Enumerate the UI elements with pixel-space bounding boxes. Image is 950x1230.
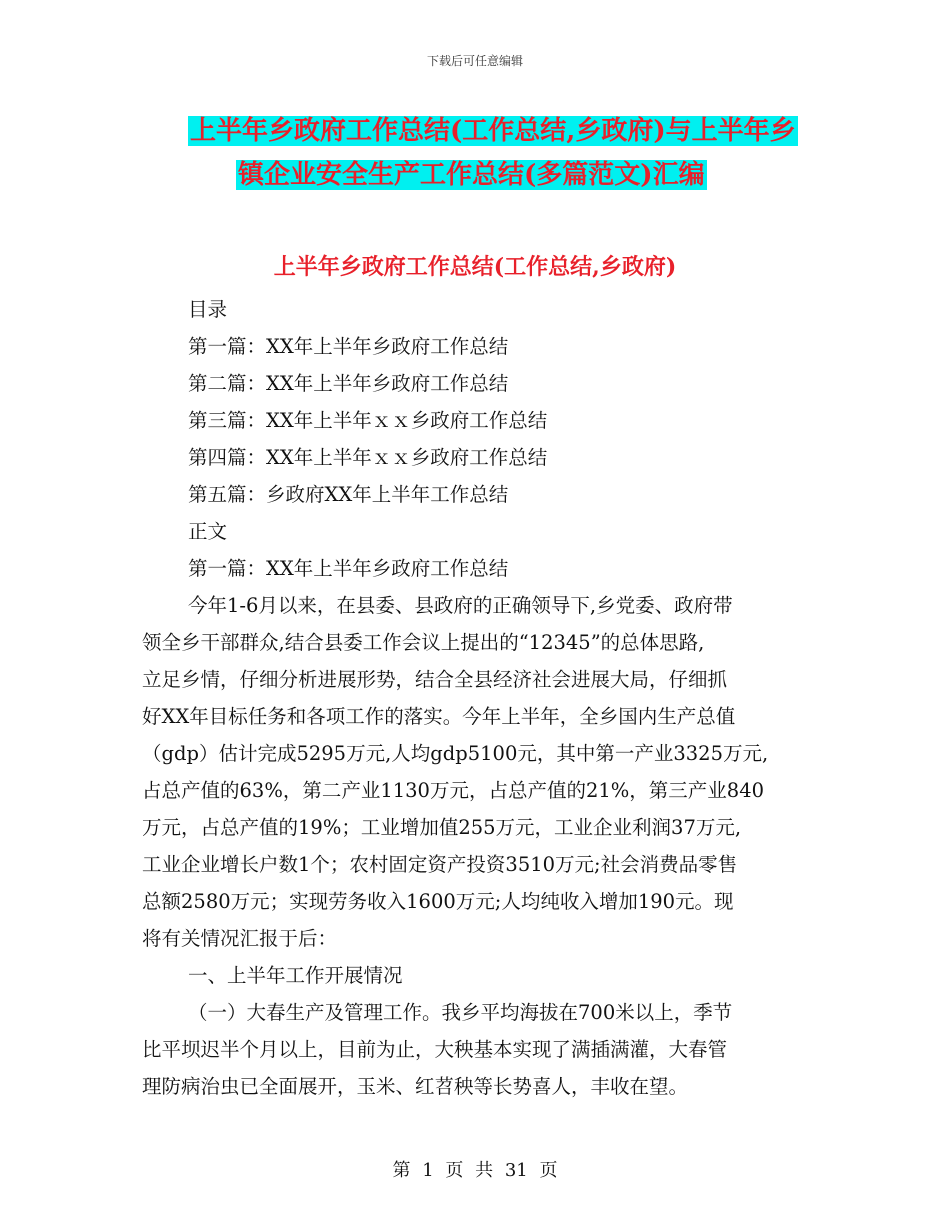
paragraph-line: 今年1-6月以来，在县委、县政府的正确领导下,乡党委、政府带 [188,594,733,617]
section-subtitle: 上半年乡政府工作总结(工作总结,乡政府) [273,254,677,280]
paragraph-line: （一）大春生产及管理工作。我乡平均海拔在700米以上，季节 [188,1001,733,1024]
paragraph-line: 工业企业增长户数1个；农村固定资产投资3510万元;社会消费品零售 [142,853,738,876]
paragraph-line: 万元，占总产值的19%；工业增加值255万元，工业企业利润37万元, [142,816,742,839]
paragraph-line: 立足乡情，仔细分析进展形势，结合全县经济社会进展大局，仔细抓 [142,668,728,691]
title-highlight: 镇企业安全生产工作总结(多篇范文)汇编 [238,160,705,190]
paragraph-line: （gdp）估计完成5295万元,人均gdp5100元，其中第一产业3325万元, [142,742,769,765]
paragraph-line: 领全乡干部群众,结合县委工作会议上提出的“12345”的总体思路, [142,631,705,654]
toc-heading: 目录 [188,298,228,321]
paragraph-line: 占总产值的63%，第二产业1130万元，占总产值的21%，第三产业840 [142,779,765,802]
title-highlight: 上半年乡政府工作总结(工作总结,乡政府)与上半年乡 [190,116,796,146]
paragraph-line: 理防病治虫已全面展开，玉米、红苕秧等长势喜人，丰收在望。 [142,1075,689,1098]
paragraph-line: 比平坝迟半个月以上，目前为止，大秧基本实现了满插满灌，大春管 [142,1038,728,1061]
toc-item: 第五篇：乡政府XX年上半年工作总结 [188,483,509,506]
toc-item: 第三篇：XX年上半年ｘｘ乡政府工作总结 [188,409,548,432]
document-title-line-2 [236,156,836,194]
paragraph-line: 将有关情况汇报于后： [142,927,338,950]
article-title: 第一篇：XX年上半年乡政府工作总结 [188,557,509,580]
header-note: 下载后可任意编辑 [426,54,523,68]
toc-item: 第一篇：XX年上半年乡政府工作总结 [188,335,509,358]
page-number: 第 1 页 共 31 页 [392,1160,558,1181]
paragraph-line: 总额2580万元；实现劳务收入1600万元;人均纯收入增加190元。现 [142,890,734,913]
toc-item: 第四篇：XX年上半年ｘｘ乡政府工作总结 [188,446,548,469]
body-heading: 正文 [188,520,228,543]
section-heading: 一、上半年工作开展情况 [188,964,403,987]
document-title-line-1 [188,112,828,150]
paragraph-line: 好XX年目标任务和各项工作的落实。今年上半年，全乡国内生产总值 [142,705,736,728]
toc-item: 第二篇：XX年上半年乡政府工作总结 [188,372,509,395]
